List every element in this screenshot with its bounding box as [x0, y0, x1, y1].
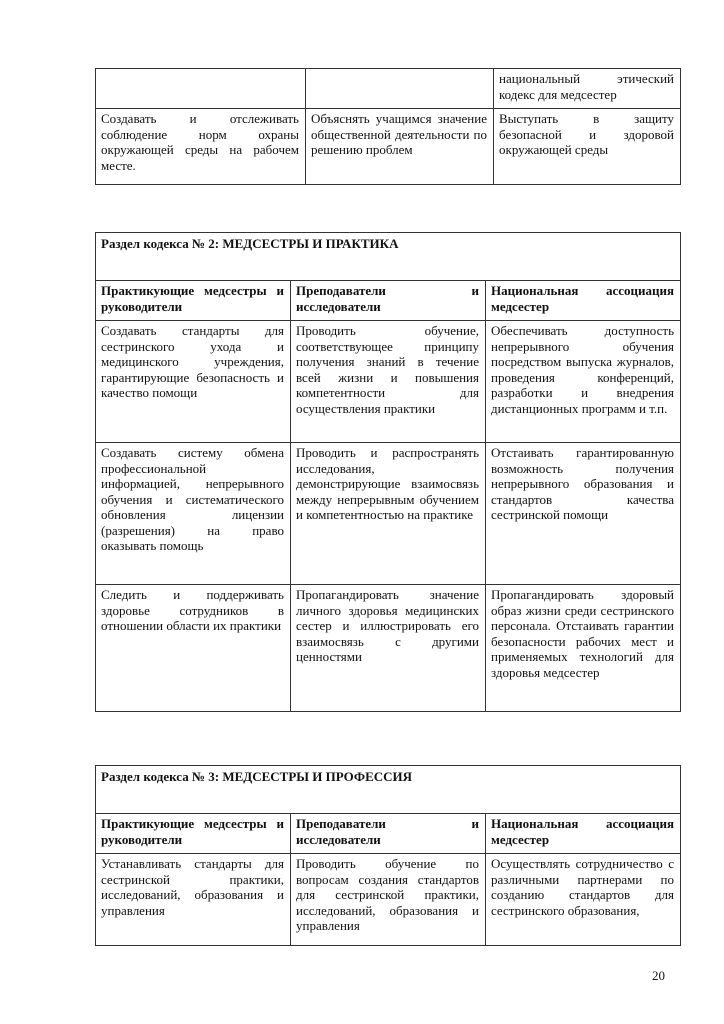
column-header: Национальная ассоциация медсестер [486, 281, 681, 321]
table-row [96, 109, 681, 185]
table-row [96, 585, 681, 712]
table-header-row [96, 281, 681, 321]
table-cell: Создавать и отслеживать соблюдение норм охраны окружающей среды на рабочем месте. [96, 109, 306, 185]
table-cell: Создавать систему обмена профессиональной информацией, непрерывного обучения и систематического обновления лицензии (разрешения) на право оказывать помощь [96, 443, 291, 585]
table-row [96, 854, 681, 946]
table-cell: Осуществлять сотрудничество с различными партнерами по созданию стандартов для сестринского образования, [486, 854, 681, 946]
code-section-3-table [95, 765, 681, 946]
section-title: Раздел кодекса № 2: МЕДСЕСТРЫ И ПРАКТИКА [96, 233, 681, 281]
table-cell [96, 69, 306, 109]
table-cell: Пропагандировать значение личного здоровья медицинских сестер и иллюстрировать его взаимосвязь с другими ценностями [291, 585, 486, 712]
table-header-row [96, 814, 681, 854]
table-row [96, 321, 681, 443]
code-section-2-table [95, 232, 681, 712]
column-header: Преподаватели и исследователи [291, 281, 486, 321]
column-header: Национальная ассоциация медсестер [486, 814, 681, 854]
table-cell: Проводить обучение, соответствующее принципу получения знаний в течение всей жизни и повышения компетентности для осуществления практики [291, 321, 486, 443]
table-cell: Объяснять учащимся значение общественной деятельности по решению проблем [306, 109, 494, 185]
column-header: Практикующие медсестры и руководители [96, 814, 291, 854]
table-cell: Пропагандировать здоровый образ жизни среди сестринского персонала. Отстаивать гарантии безопасности рабочих мест и применяемых технологий для здоровья медсестер [486, 585, 681, 712]
column-header: Преподаватели и исследователи [291, 814, 486, 854]
column-header: Практикующие медсестры и руководители [96, 281, 291, 321]
page-number: 20 [652, 968, 665, 983]
table-cell: Следить и поддерживать здоровье сотрудников в отношении области их практики [96, 585, 291, 712]
table-cell: Проводить обучение по вопросам создания стандартов для сестринской практики, исследований, образования и управления [291, 854, 486, 946]
table-cell: Отстаивать гарантированную возможность получения непрерывного образования и стандартов качества сестринской помощи [486, 443, 681, 585]
table-cell [306, 69, 494, 109]
table-row [96, 443, 681, 585]
table-cell: Обеспечивать доступность непрерывного обучения посредством выпуска журналов, проведения конференций, разработки и внедрения дистанционных программ и т.п. [486, 321, 681, 443]
table-cell: национальный этический кодекс для медсестер [494, 69, 681, 109]
table-cell: Выступать в защиту безопасной и здоровой окружающей среды [494, 109, 681, 185]
table-cell: Проводить и распространять исследования, демонстрирующие взаимосвязь между непрерывным обучением и компетентностью на практике [291, 443, 486, 585]
code-section-1-continuation-table [95, 68, 681, 185]
table-row [96, 69, 681, 109]
table-cell: Устанавливать стандарты для сестринской практики, исследований, образования и управления [96, 854, 291, 946]
section-title: Раздел кодекса № 3: МЕДСЕСТРЫ И ПРОФЕССИЯ [96, 766, 681, 814]
table-cell: Создавать стандарты для сестринского ухода и медицинского учреждения, гарантирующие безопасность и качество помощи [96, 321, 291, 443]
